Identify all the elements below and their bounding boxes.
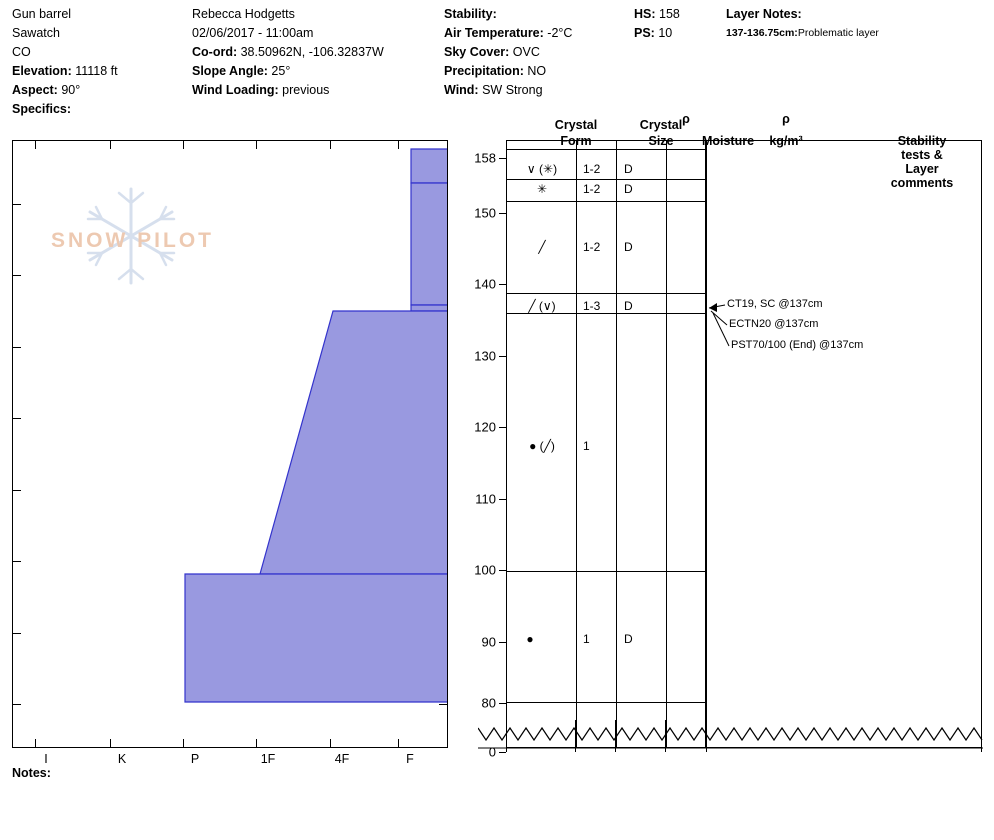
header-rho-symbol: ρ — [682, 112, 690, 126]
depth-label-158: 158 — [474, 150, 496, 166]
depth-tick-120 — [499, 427, 506, 428]
layer-moisture-1: D — [624, 162, 633, 176]
layer-size-5: 1 — [583, 439, 590, 453]
wind-row — [444, 81, 634, 100]
specifics-label: Specifics: — [12, 102, 72, 116]
header-layer-notes-column — [726, 5, 992, 43]
specifics-row — [12, 100, 192, 119]
depth-label-150: 150 — [474, 205, 496, 221]
zigzag-divider-right — [981, 720, 982, 752]
header-crystal-size-top: Crystal — [639, 118, 683, 132]
depth-label-100: 100 — [474, 562, 496, 578]
depth-label-130: 130 — [474, 348, 496, 364]
zigzag-divider-form — [575, 720, 576, 752]
observer-name: Rebecca Hodgetts — [192, 7, 295, 21]
header-conditions-column — [444, 5, 634, 100]
ps-value: 10 — [658, 26, 673, 40]
layer-size-2: 1-2 — [583, 182, 601, 196]
elevation-label: Elevation: — [12, 64, 72, 78]
hardness-label-P: P — [190, 752, 200, 766]
layer-table — [506, 140, 706, 748]
zigzag-divider-left — [506, 720, 507, 752]
layer-boundary-158 — [507, 149, 705, 150]
layer-boundary-80 — [507, 702, 705, 703]
stability-test-2: ECTN20 @137cm — [729, 318, 819, 330]
header-moisture-label: Moisture — [701, 134, 755, 148]
layer-moisture-3: D — [624, 240, 633, 254]
table-divider-moisture-density — [666, 141, 667, 747]
layer-shape-154-137 — [411, 183, 448, 305]
layer-shape-136-98 — [260, 311, 448, 574]
depth-tick-130 — [499, 356, 506, 357]
ground-zigzag — [478, 720, 983, 752]
depth-tick-80 — [499, 703, 506, 704]
hs-row — [634, 5, 724, 24]
layer-size-4: 1-3 — [583, 299, 601, 313]
layer-moisture-6: D — [624, 632, 633, 646]
layer-notes-title: Layer Notes: — [726, 7, 802, 21]
pit-name: Gun barrel — [12, 7, 72, 21]
elevation-row — [12, 62, 192, 81]
ps-row — [634, 24, 724, 43]
layer-shape-158-154 — [411, 149, 448, 183]
ps-label: PS: — [634, 26, 655, 40]
sky-cover-label: Sky Cover: — [444, 45, 510, 59]
sky-cover-row — [444, 43, 634, 62]
precipitation-value: NO — [527, 64, 547, 78]
depth-label-80: 80 — [481, 695, 496, 711]
layer-boundary-98 — [507, 571, 705, 572]
layer-moisture-4: D — [624, 299, 633, 313]
layer-form-3: ╱ — [538, 240, 546, 254]
wind-label: Wind: — [444, 83, 479, 97]
layer-size-6: 1 — [583, 632, 590, 646]
layer-size-3: 1-2 — [583, 240, 601, 254]
layer-boundary-136 — [507, 313, 705, 314]
coordinates-label: Co-ord: — [192, 45, 238, 59]
precipitation-row — [444, 62, 634, 81]
hardness-label-K: K — [117, 752, 127, 766]
layer-shape-137-136 — [411, 305, 448, 311]
wind-loading-value: previous — [282, 83, 330, 97]
wind-value: SW Strong — [482, 83, 543, 97]
zigzag-divider-size — [615, 720, 616, 752]
coordinates-row — [192, 43, 442, 62]
aspect-row — [12, 81, 192, 100]
depth-tick-158 — [499, 158, 506, 159]
state: CO — [12, 45, 31, 59]
header-stability-comments-label: Stability tests & Layer comments — [890, 134, 954, 190]
hardness-label-4F: 4F — [334, 752, 350, 766]
layer-shape-98-80 — [185, 574, 448, 702]
watermark-text: SNOW PILOT — [51, 229, 214, 252]
header-form-label: Form — [560, 134, 592, 148]
depth-label-90: 90 — [481, 634, 496, 650]
coordinates-value: 38.50962N, -106.32837W — [240, 45, 384, 59]
stability-test-3: PST70/100 (End) @137cm — [731, 339, 864, 351]
header-rho: ρ — [782, 112, 790, 126]
depth-label-140: 140 — [474, 276, 496, 292]
depth-label-110: 110 — [475, 491, 496, 507]
mountain-range: Sawatch — [12, 26, 60, 40]
layer-note-entry — [726, 24, 992, 43]
depth-tick-90 — [499, 642, 506, 643]
zigzag-icon — [478, 720, 983, 752]
elevation-value: 11118 ft — [75, 64, 118, 78]
hs-value: 158 — [659, 7, 680, 21]
stability-comments-panel — [706, 140, 982, 748]
air-temperature-label: Air Temperature: — [444, 26, 544, 40]
zigzag-divider-moisture — [665, 720, 666, 752]
hardness-axis-labels — [12, 749, 448, 769]
stability-label: Stability: — [444, 7, 497, 21]
air-temperature-value: -2°C — [547, 26, 573, 40]
layer-form-6: ● — [526, 632, 534, 646]
depth-tick-150 — [499, 213, 506, 214]
layer-form-1: ∨ (✳) — [526, 162, 558, 176]
precipitation-label: Precipitation: — [444, 64, 524, 78]
comment-leader-lines — [707, 141, 981, 747]
table-divider-size-moisture — [616, 141, 617, 747]
depth-label-0: 0 — [488, 744, 496, 760]
depth-tick-140 — [499, 284, 506, 285]
layer-form-5: ● (╱) — [529, 439, 555, 453]
hardness-label-I: I — [44, 752, 48, 766]
air-temperature-row — [444, 24, 634, 43]
zigzag-divider-density — [706, 720, 707, 752]
aspect-value: 90° — [61, 83, 81, 97]
slope-angle-value: 25° — [271, 64, 291, 78]
layer-size-1: 1-2 — [583, 162, 601, 176]
layer-boundary-137 — [507, 293, 705, 294]
layer-form-4: ╱ (∨) — [528, 299, 556, 313]
wind-loading-label: Wind Loading: — [192, 83, 279, 97]
depth-tick-0 — [499, 752, 506, 753]
header-size-label: Size — [648, 134, 674, 148]
layer-form-2: ✳ — [536, 182, 548, 196]
layer-moisture-2: D — [624, 182, 633, 196]
header-density-units: kg/m³ — [769, 134, 803, 148]
header-observer-column — [192, 5, 442, 100]
depth-tick-100 — [499, 570, 506, 571]
hardness-label-1F: 1F — [260, 752, 276, 766]
sky-cover-value: OVC — [512, 45, 540, 59]
layer-note-range: 137-136.75cm: — [726, 27, 798, 39]
wind-loading-row — [192, 81, 442, 100]
layer-boundary-150 — [507, 201, 705, 202]
layer-boundary-154 — [507, 179, 705, 180]
hs-label: HS: — [634, 7, 656, 21]
aspect-label: Aspect: — [12, 83, 58, 97]
hardness-profile-shape — [13, 141, 448, 748]
depth-tick-110 — [499, 499, 506, 500]
header — [0, 0, 994, 120]
observation-datetime: 02/06/2017 - 11:00am — [192, 26, 314, 40]
depth-label-120: 120 — [474, 419, 496, 435]
hardness-plot — [12, 140, 448, 748]
header-crystal-form-label: Crystal — [554, 118, 598, 132]
layer-note-text: Problematic layer — [797, 27, 879, 39]
depth-axis — [448, 140, 506, 760]
header-location-column — [12, 5, 192, 119]
notes-label: Notes: — [12, 766, 51, 780]
stability-row — [444, 5, 634, 24]
header-hs-column — [634, 5, 724, 43]
table-divider-form-size — [576, 141, 577, 747]
slope-angle-label: Slope Angle: — [192, 64, 268, 78]
slope-angle-row — [192, 62, 442, 81]
hardness-label-F: F — [406, 752, 414, 766]
stability-test-1: CT19, SC @137cm — [727, 298, 823, 310]
